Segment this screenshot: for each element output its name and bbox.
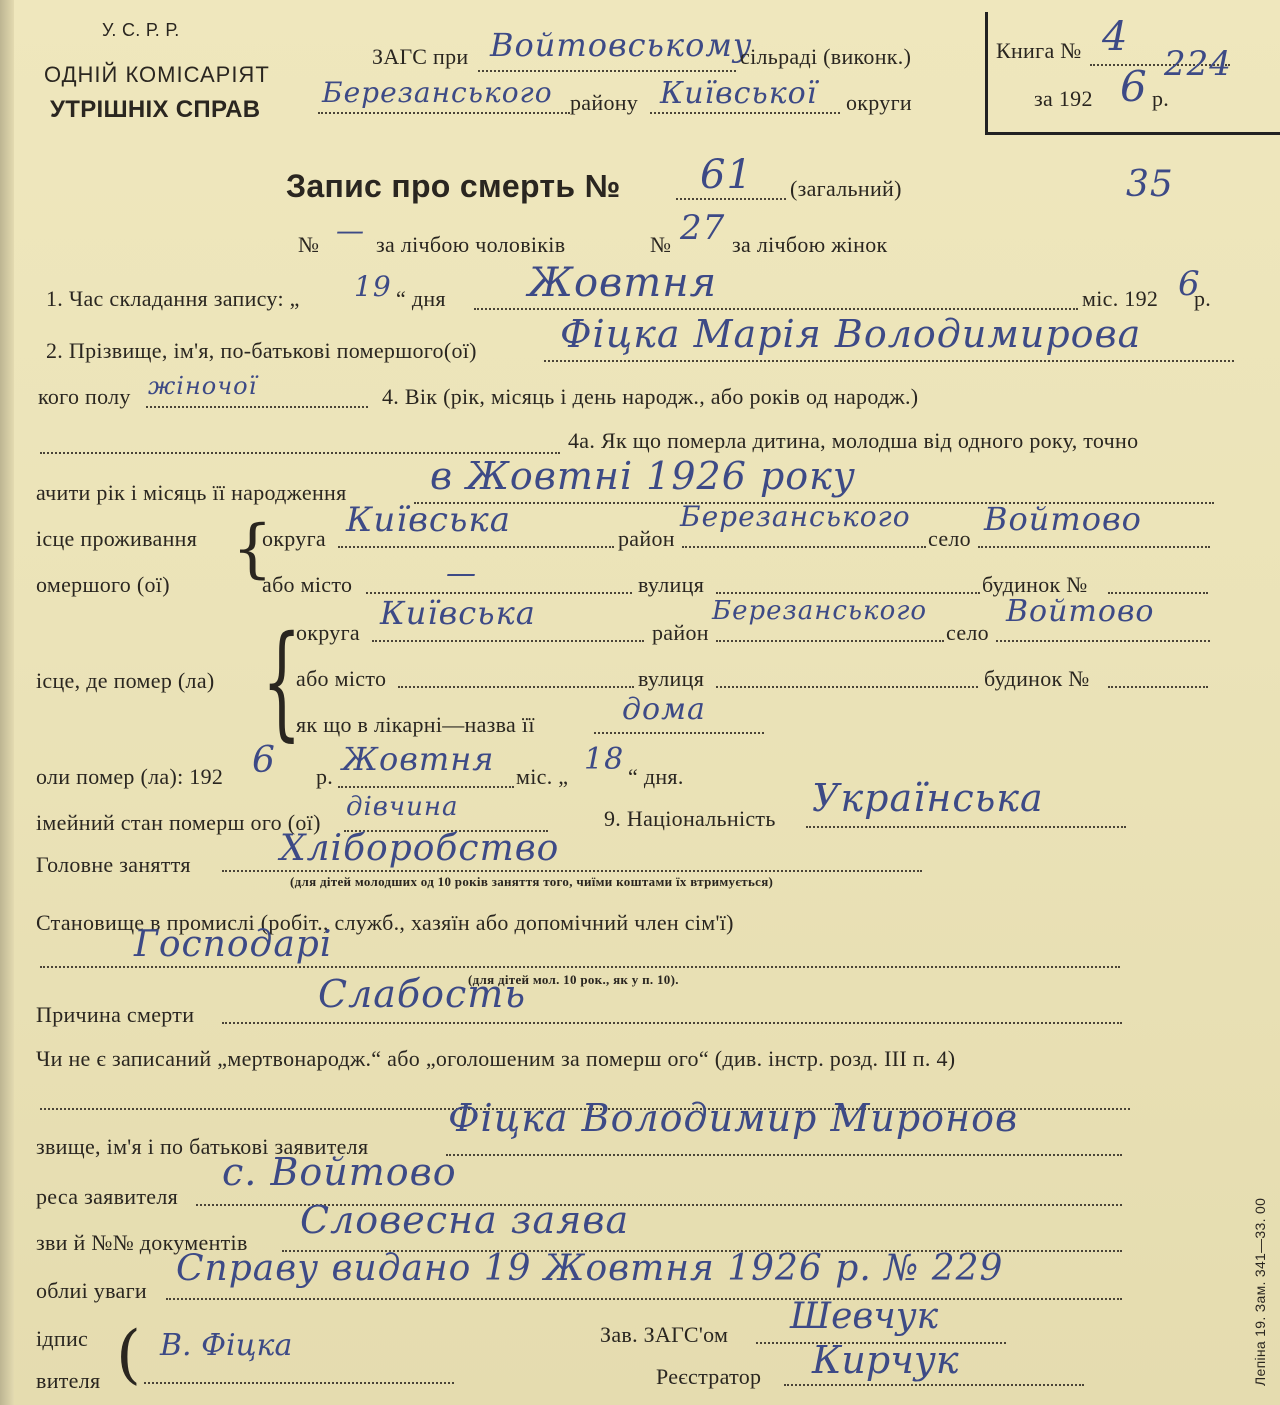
when-r-label: р. — [316, 764, 334, 789]
f1-day-handwritten: 19 — [354, 270, 392, 303]
notes-label: облиі уваги — [36, 1278, 147, 1303]
record-number-handwritten: 61 — [700, 152, 753, 198]
f2-line — [544, 360, 1234, 362]
cause-handwritten: Слабость — [318, 972, 527, 1016]
f1-day-label: “ дня — [396, 286, 446, 311]
f2-label: 2. Прізвище, ім'я, по-батькові помершого(ої) — [46, 338, 477, 363]
book-r-label: р. — [1152, 86, 1170, 111]
female-no-label: № — [650, 232, 672, 257]
declarant-name-line — [446, 1154, 1122, 1156]
registrar-label: Реєстратор — [656, 1364, 762, 1389]
res-okruha-label: округа — [262, 526, 326, 551]
zags-village-handwritten: Войтовському — [490, 26, 753, 64]
commissariat-line2: УТРІШНІХ СПРАВ — [50, 96, 261, 123]
zags-prefix: ЗАГС при — [372, 44, 469, 69]
f1-month-label: міс. 192 — [1082, 286, 1159, 311]
head-signature: Шевчук — [790, 1296, 939, 1337]
book-year-handwritten: 6 — [1120, 62, 1148, 111]
dp-vul-line — [716, 686, 978, 688]
res-raion-line — [682, 546, 926, 548]
declarant-address-label: реса заявителя — [36, 1184, 179, 1209]
occupation-note: (для дітей молодших од 10 років заняття того, чиїми коштами їх втримується) — [290, 874, 774, 889]
female-no-handwritten: 27 — [680, 208, 726, 248]
dp-bud-label: будинок № — [984, 666, 1090, 691]
f4a-label2: ачити рік і місяць її народження — [36, 480, 347, 505]
commissariat-line1: ОДНІЙ КОМІСАРІЯТ — [44, 62, 270, 87]
dp-okruha-label: округа — [296, 620, 360, 645]
res-raion-label: район — [618, 526, 675, 551]
residence-label2: омершого (ої) — [36, 572, 170, 597]
dp-selo-handwritten: Войтово — [1006, 594, 1155, 629]
res-misto-label: або місто — [262, 572, 353, 597]
stillborn-label: Чи не є записаний „мертвонародж.“ або „оголошеним за померш ого“ (див. інстр. розд. III п. 4) — [36, 1046, 956, 1071]
declarant-address-handwritten: с. Войтово — [222, 1150, 457, 1194]
page-edge-shadow — [0, 0, 14, 1405]
okruha-label: округи — [846, 90, 912, 115]
f1-month-handwritten: Жовтня — [528, 260, 718, 306]
book-year-prefix: за 192 — [1034, 86, 1093, 111]
head-label: Зав. ЗАГС'ом — [600, 1322, 729, 1347]
book-number-handwritten: 4 — [1102, 14, 1129, 60]
death-place-brace: { — [262, 610, 302, 754]
dp-hosp-line — [594, 732, 764, 734]
printer-imprint: Лепіна 19. Зам. 341—33. 00 — [1252, 1197, 1268, 1386]
f1-label: 1. Час складання запису: „ — [46, 286, 300, 311]
when-label: оли помер (ла): 192 — [36, 764, 224, 789]
documents-label: зви й №№ документів — [36, 1230, 248, 1255]
female-count-label: за лічбою жінок — [732, 232, 888, 257]
record-general-label: (загальний) — [790, 176, 902, 201]
male-no-handwritten: — — [336, 214, 365, 247]
cause-line — [222, 1022, 1122, 1024]
okruha-handwritten: Київської — [660, 76, 818, 111]
nationality-label: 9. Національність — [604, 806, 776, 831]
res-raion-handwritten: Березанського — [680, 500, 911, 533]
documents-handwritten: Словесна заява — [300, 1198, 630, 1242]
dp-raion-handwritten: Березанського — [712, 596, 928, 626]
res-selo-line — [978, 546, 1210, 548]
notes-line — [166, 1298, 1122, 1300]
dp-vul-label: вулиця — [638, 666, 705, 691]
sign-label2: вителя — [36, 1368, 101, 1393]
res-okruha-line — [338, 546, 614, 548]
raion-handwritten: Березанського — [322, 76, 553, 109]
male-count-label: за лічбою чоловіків — [376, 232, 566, 257]
zags-suffix: сільраді (виконк.) — [740, 44, 912, 69]
res-vul-line — [716, 592, 980, 594]
when-mis-label: міс. „ — [516, 764, 569, 789]
raion-label: району — [570, 90, 639, 115]
declarant-name-label: звище, ім'я і по батькові заявителя — [36, 1134, 369, 1159]
f1-year-handwritten: 6 — [1178, 264, 1201, 304]
dp-hosp-handwritten: дома — [622, 692, 706, 727]
book-stamp-handwritten: 224 — [1164, 44, 1232, 84]
nationality-handwritten: Українська — [812, 776, 1044, 820]
dp-misto-line — [398, 686, 634, 688]
okruha-line — [650, 112, 840, 114]
residence-brace: { — [232, 512, 273, 586]
notes-handwritten: Справу видано 19 Жовтня 1926 р. № 229 — [176, 1248, 1004, 1289]
registrar-signature: Кирчук — [812, 1338, 959, 1382]
male-no-label: № — [298, 232, 320, 257]
dp-hosp-label: як що в лікарні—назва її — [296, 712, 535, 737]
nationality-line — [806, 826, 1126, 828]
family-handwritten: дівчина — [346, 792, 459, 822]
f3-line — [146, 406, 368, 408]
f4-label: 4. Вік (рік, місяць і день народж., або років од народж.) — [382, 384, 919, 409]
when-year-handwritten: 6 — [252, 740, 276, 781]
f4a-handwritten: в Жовтні 1926 року — [430, 454, 856, 498]
res-selo-handwritten: Войтово — [984, 500, 1142, 538]
residence-label1: ісце проживання — [36, 526, 198, 551]
dp-raion-label: район — [652, 620, 709, 645]
f4a-label: 4а. Як що померла дитина, молодша від одного року, точно — [568, 428, 1139, 453]
f3-handwritten: жіночої — [148, 372, 258, 400]
dp-raion-line — [716, 640, 944, 642]
declarant-signature: В. Фіцка — [160, 1328, 293, 1363]
when-day-handwritten: 18 — [584, 742, 625, 777]
occupation-line — [222, 870, 922, 872]
res-misto-dash: — — [446, 556, 477, 591]
f1-month-line — [474, 308, 1078, 310]
dp-misto-label: або місто — [296, 666, 387, 691]
occupation-label: Головне заняття — [36, 852, 191, 877]
position-handwritten: Господарі — [134, 924, 333, 965]
position-label: Становище в промислі (робіт., служб., хазяїн або допомічний член сім'ї) — [36, 910, 734, 935]
record-title: Запис про смерть № — [286, 168, 621, 204]
sign-label1: ідпис — [36, 1326, 89, 1351]
dp-okruha-handwritten: Київська — [380, 594, 536, 632]
res-bud-label: будинок № — [982, 572, 1088, 597]
dp-bud-line — [1108, 686, 1208, 688]
record-number-line — [676, 198, 786, 200]
res-vul-label: вулиця — [638, 572, 705, 597]
position-line — [40, 966, 1120, 968]
f3-label: кого полу — [38, 384, 131, 409]
res-selo-label: село — [928, 526, 971, 551]
when-month-line — [338, 786, 514, 788]
when-month-handwritten: Жовтня — [342, 740, 495, 778]
registrar-line — [784, 1384, 1084, 1386]
death-place-label: ісце, де помер (ла) — [36, 668, 215, 693]
sign-brace: ( — [116, 1318, 141, 1392]
position-note: (для дітей мол. 10 рок., як у п. 10). — [468, 972, 679, 987]
dp-selo-line — [996, 640, 1210, 642]
f2-handwritten: Фіцка Марія Володимирова — [560, 312, 1142, 356]
dp-okruha-line — [372, 640, 644, 642]
raion-line — [318, 112, 570, 114]
book-label: Книга № — [996, 38, 1082, 63]
res-okruha-handwritten: Київська — [346, 500, 512, 540]
occupation-handwritten: Хліборобство — [280, 828, 560, 869]
republic-label: У. С. Р. Р. — [102, 20, 180, 40]
f1-r-label: р. — [1194, 286, 1212, 311]
declarant-name-handwritten: Фіцка Володимир Миронов — [448, 1096, 1019, 1140]
family-label: імейний стан померш ого (ої) — [36, 810, 321, 835]
zags-village-line — [478, 70, 736, 72]
when-day-label: “ дня. — [628, 764, 684, 789]
sign-line — [144, 1382, 454, 1384]
corner-number-handwritten: 35 — [1126, 164, 1174, 205]
cause-label: Причина смерти — [36, 1002, 195, 1027]
dp-selo-label: село — [946, 620, 989, 645]
